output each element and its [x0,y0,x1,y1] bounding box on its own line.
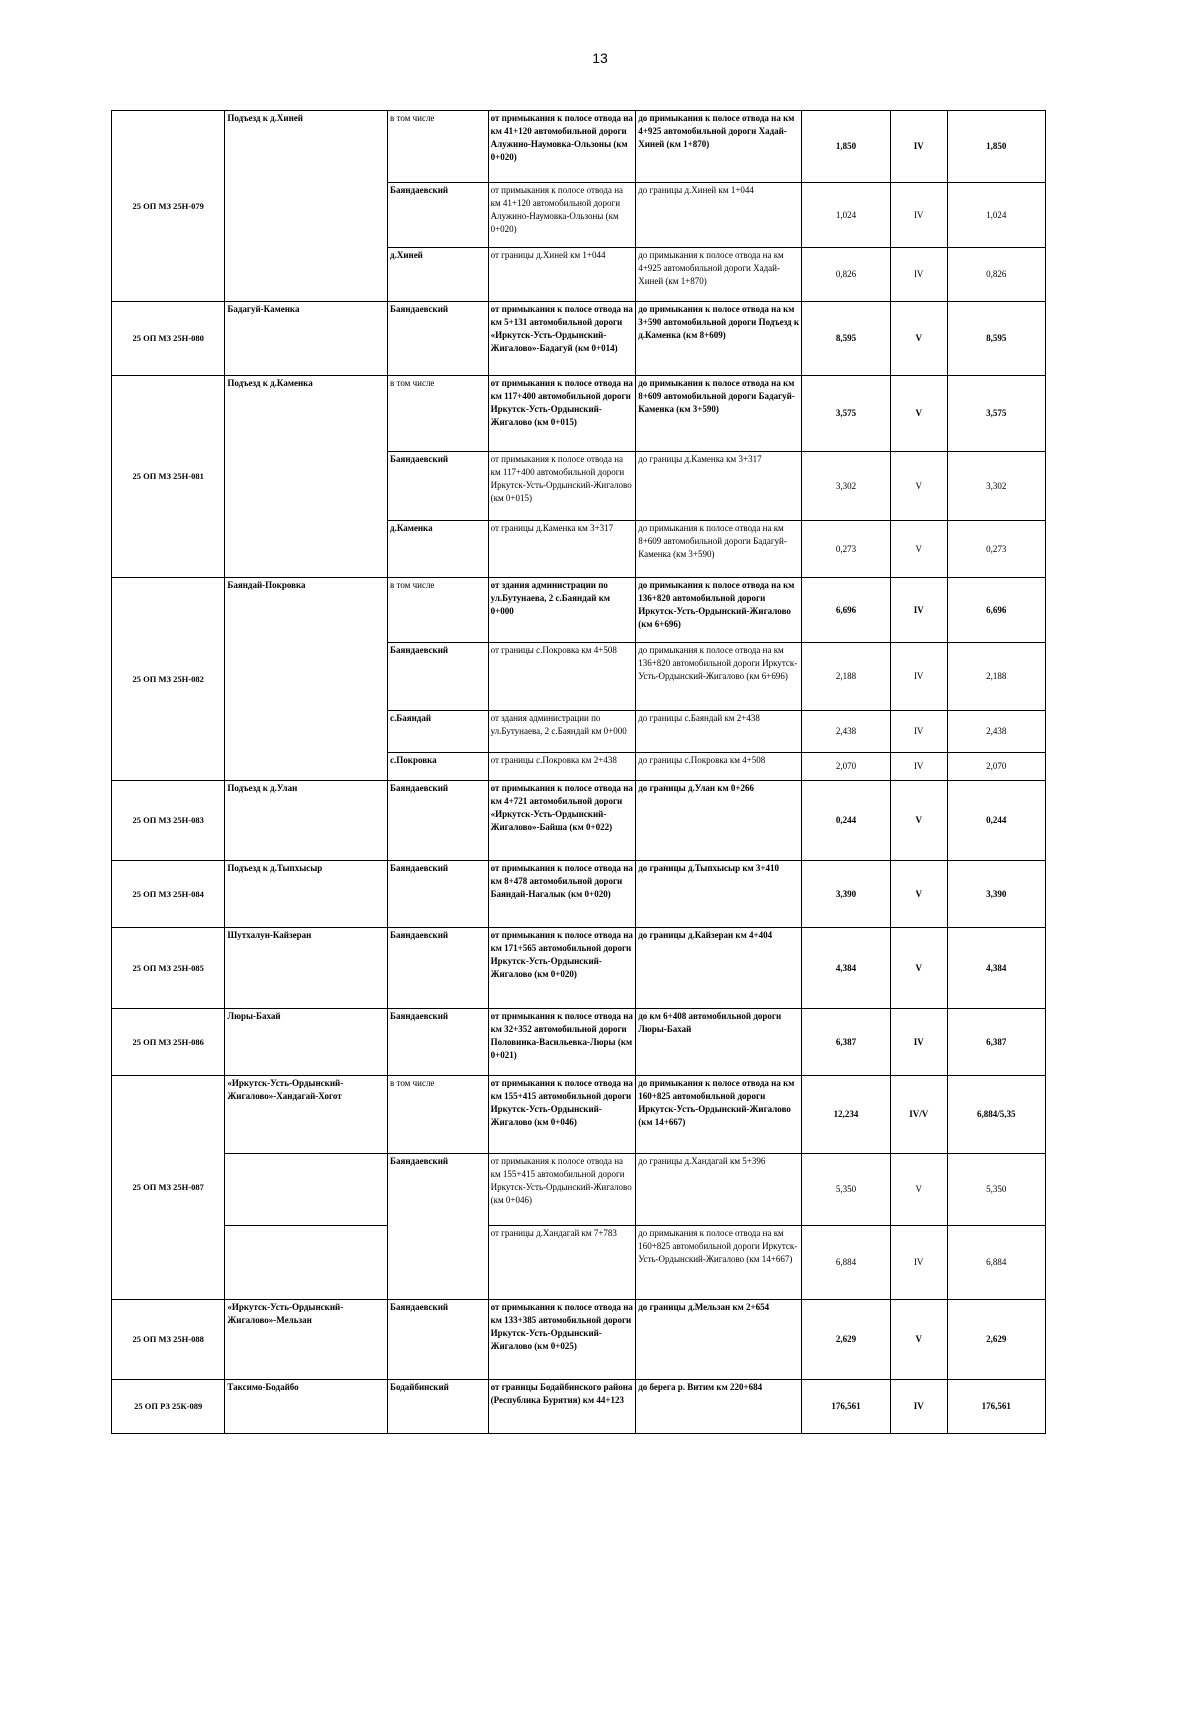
start-point-cell: от границы с.Покровка км 2+438 [488,753,636,781]
district-cell: Баяндаевский [388,1009,489,1076]
paved-length-cell: 2,070 [947,753,1045,781]
end-point-cell: до примыкания к полосе отвода на км 160+825 автомобильной дороги Иркутск-Усть-Ордынский-Жигалово (км 14+667) [636,1226,802,1300]
length-cell: 2,188 [802,643,891,711]
category-cell: V [890,861,947,928]
table-row [112,928,1046,1009]
category-cell: V [890,781,947,861]
road-code-cell: 25 ОП МЗ 25Н-084 [112,861,225,928]
paved-length-cell: 8,595 [947,302,1045,376]
paved-length-cell: 1,024 [947,183,1045,248]
end-point-cell: до границы д.Мельзан км 2+654 [636,1300,802,1380]
road-name-cell [225,1154,388,1226]
end-point-cell: до границы с.Баяндай км 2+438 [636,711,802,753]
length-cell: 3,302 [802,452,891,521]
category-cell: V [890,302,947,376]
category-cell: IV [890,578,947,643]
paved-length-cell: 5,350 [947,1154,1045,1226]
table-row [112,1009,1046,1076]
road-name-cell: Бадагуй-Каменка [225,302,388,376]
paved-length-cell: 2,629 [947,1300,1045,1380]
paved-length-cell: 3,302 [947,452,1045,521]
paved-length-cell: 1,850 [947,111,1045,183]
end-point-cell: до примыкания к полосе отвода на км 3+590 автомобильной дороги Подъезд к д.Каменка (км 8+609) [636,302,802,376]
length-cell: 0,244 [802,781,891,861]
paved-length-cell: 2,188 [947,643,1045,711]
category-cell: IV [890,111,947,183]
paved-length-cell: 0,244 [947,781,1045,861]
paved-length-cell: 3,390 [947,861,1045,928]
district-cell: Баяндаевский [388,928,489,1009]
road-name-cell: Подъезд к д.Каменка [225,376,388,578]
length-cell: 176,561 [802,1380,891,1434]
category-cell: IV [890,248,947,302]
paved-length-cell: 6,884 [947,1226,1045,1300]
paved-length-cell: 4,384 [947,928,1045,1009]
district-cell: Баяндаевский [388,643,489,711]
category-cell: IV [890,643,947,711]
district-cell: Баяндаевский [388,183,489,248]
start-point-cell: от здания администрации по ул.Бутунаева, 2 с.Баяндай км 0+000 [488,578,636,643]
road-code-cell: 25 ОП МЗ 25Н-083 [112,781,225,861]
paved-length-cell: 2,438 [947,711,1045,753]
district-cell: в том числе [388,111,489,183]
start-point-cell: от границы д.Хандагай км 7+783 [488,1226,636,1300]
district-cell: в том числе [388,578,489,643]
category-cell: IV [890,711,947,753]
start-point-cell: от примыкания к полосе отвода на км 117+400 автомобильной дороги Иркутск-Усть-Ордынский-Жигалово (км 0+015) [488,376,636,452]
end-point-cell: до границы д.Хандагай км 5+396 [636,1154,802,1226]
road-name-cell: «Иркутск-Усть-Ордынский-Жигалово»-Мельзан [225,1300,388,1380]
start-point-cell: от примыкания к полосе отвода на км 133+385 автомобильной дороги Иркутск-Усть-Ордынский-Жигалово (км 0+025) [488,1300,636,1380]
district-cell: Баяндаевский [388,1154,489,1300]
length-cell: 8,595 [802,302,891,376]
start-point-cell: от границы д.Хиней км 1+044 [488,248,636,302]
end-point-cell: до границы д.Каменка км 3+317 [636,452,802,521]
page-number: 13 [592,50,608,66]
road-code-cell: 25 ОП МЗ 25Н-087 [112,1076,225,1300]
district-cell: Баяндаевский [388,861,489,928]
length-cell: 6,884 [802,1226,891,1300]
category-cell: IV [890,183,947,248]
road-name-cell: Подъезд к д.Тыпхысыр [225,861,388,928]
district-cell: Баяндаевский [388,781,489,861]
start-point-cell: от примыкания к полосе отвода на км 8+478 автомобильной дороги Баяндай-Нагалык (км 0+020) [488,861,636,928]
end-point-cell: до примыкания к полосе отвода на км 160+825 автомобильной дороги Иркутск-Усть-Ордынский-Жигалово (км 14+667) [636,1076,802,1154]
end-point-cell: до примыкания к полосе отвода на км 136+820 автомобильной дороги Иркутск-Усть-Ордынский-Жигалово (км 6+696) [636,643,802,711]
start-point-cell: от примыкания к полосе отвода на км 155+415 автомобильной дороги Иркутск-Усть-Ордынский-Жигалово (км 0+046) [488,1154,636,1226]
length-cell: 2,629 [802,1300,891,1380]
length-cell: 2,438 [802,711,891,753]
road-code-cell: 25 ОП МЗ 25Н-085 [112,928,225,1009]
table-row [112,861,1046,928]
category-cell: V [890,452,947,521]
road-name-cell: Люры-Бахай [225,1009,388,1076]
table-row [112,1380,1046,1434]
end-point-cell: до границы с.Покровка км 4+508 [636,753,802,781]
paved-length-cell: 0,826 [947,248,1045,302]
table-row [112,781,1046,861]
table-row [112,1226,1046,1300]
table-row [112,111,1046,183]
category-cell: V [890,376,947,452]
road-name-cell: Баяндай-Покровка [225,578,388,781]
category-cell: IV [890,753,947,781]
district-cell: Баяндаевский [388,1300,489,1380]
start-point-cell: от примыкания к полосе отвода на км 32+352 автомобильной дороги Половинка-Васильевка-Люры (км 0+021) [488,1009,636,1076]
road-name-cell: Таксимо-Бодайбо [225,1380,388,1434]
length-cell: 3,390 [802,861,891,928]
start-point-cell: от границы Бодайбинского района (Республика Бурятия) км 44+123 [488,1380,636,1434]
district-cell: с.Покровка [388,753,489,781]
start-point-cell: от примыкания к полосе отвода на км 117+400 автомобильной дороги Иркутск-Усть-Ордынский-Жигалово (км 0+015) [488,452,636,521]
category-cell: V [890,1300,947,1380]
category-cell: V [890,1154,947,1226]
length-cell: 1,850 [802,111,891,183]
end-point-cell: до примыкания к полосе отвода на км 8+609 автомобильной дороги Бадагуй-Каменка (км 3+590) [636,376,802,452]
roads-table [111,110,1046,1434]
length-cell: 2,070 [802,753,891,781]
road-name-cell: Подъезд к д.Хиней [225,111,388,302]
end-point-cell: до примыкания к полосе отвода на км 8+609 автомобильной дороги Бадагуй-Каменка (км 3+590) [636,521,802,578]
road-code-cell: 25 ОП МЗ 25Н-080 [112,302,225,376]
start-point-cell: от примыкания к полосе отвода на км 41+120 автомобильной дороги Алужино-Наумовка-Ользоны (км 0+020) [488,183,636,248]
end-point-cell: до примыкания к полосе отвода на км 136+820 автомобильной дороги Иркутск-Усть-Ордынский-Жигалово (км 6+696) [636,578,802,643]
road-name-cell: «Иркутск-Усть-Ордынский-Жигалово»-Хандагай-Хогот [225,1076,388,1154]
length-cell: 5,350 [802,1154,891,1226]
end-point-cell: до км 6+408 автомобильной дороги Люры-Бахай [636,1009,802,1076]
length-cell: 6,696 [802,578,891,643]
start-point-cell: от здания администрации по ул.Бутунаева, 2 с.Баяндай км 0+000 [488,711,636,753]
category-cell: IV/V [890,1076,947,1154]
road-name-cell [225,1226,388,1300]
start-point-cell: от примыкания к полосе отвода на км 4+721 автомобильной дороги «Иркутск-Усть-Ордынский-Жигалово»-Байша (км 0+022) [488,781,636,861]
table-row [112,1300,1046,1380]
paved-length-cell: 6,696 [947,578,1045,643]
table-row [112,376,1046,452]
length-cell: 0,826 [802,248,891,302]
start-point-cell: от примыкания к полосе отвода на км 5+131 автомобильной дороги «Иркутск-Усть-Ордынский-Жигалово»-Бадагуй (км 0+014) [488,302,636,376]
table-row [112,1154,1046,1226]
start-point-cell: от примыкания к полосе отвода на км 41+120 автомобильной дороги Алужино-Наумовка-Ользоны (км 0+020) [488,111,636,183]
paved-length-cell: 0,273 [947,521,1045,578]
start-point-cell: от границы д.Каменка км 3+317 [488,521,636,578]
road-code-cell: 25 ОП МЗ 25Н-088 [112,1300,225,1380]
category-cell: IV [890,1380,947,1434]
district-cell: с.Баяндай [388,711,489,753]
road-name-cell: Подъезд к д.Улан [225,781,388,861]
district-cell: в том числе [388,376,489,452]
district-cell: д.Каменка [388,521,489,578]
district-cell: в том числе [388,1076,489,1154]
length-cell: 12,234 [802,1076,891,1154]
road-name-cell: Шутхалун-Кайзеран [225,928,388,1009]
table-row [112,578,1046,643]
table-row [112,1076,1046,1154]
category-cell: V [890,521,947,578]
start-point-cell: от примыкания к полосе отвода на км 155+415 автомобильной дороги Иркутск-Усть-Ордынский-Жигалово (км 0+046) [488,1076,636,1154]
category-cell: V [890,928,947,1009]
district-cell: д.Хиней [388,248,489,302]
road-code-cell: 25 ОП МЗ 25Н-086 [112,1009,225,1076]
paved-length-cell: 6,387 [947,1009,1045,1076]
paved-length-cell: 6,884/5,35 [947,1076,1045,1154]
table-row [112,302,1046,376]
length-cell: 3,575 [802,376,891,452]
paved-length-cell: 3,575 [947,376,1045,452]
district-cell: Баяндаевский [388,302,489,376]
paved-length-cell: 176,561 [947,1380,1045,1434]
category-cell: IV [890,1226,947,1300]
length-cell: 4,384 [802,928,891,1009]
road-code-cell: 25 ОП МЗ 25Н-081 [112,376,225,578]
end-point-cell: до границы д.Улан км 0+266 [636,781,802,861]
end-point-cell: до границы д.Кайзеран км 4+404 [636,928,802,1009]
length-cell: 6,387 [802,1009,891,1076]
end-point-cell: до границы д.Тыпхысыр км 3+410 [636,861,802,928]
roads-table-body [112,111,1046,1434]
category-cell: IV [890,1009,947,1076]
end-point-cell: до границы д.Хиней км 1+044 [636,183,802,248]
length-cell: 1,024 [802,183,891,248]
start-point-cell: от примыкания к полосе отвода на км 171+565 автомобильной дороги Иркутск-Усть-Ордынский-Жигалово (км 0+020) [488,928,636,1009]
district-cell: Бодайбинский [388,1380,489,1434]
road-code-cell: 25 ОП РЗ 25К-089 [112,1380,225,1434]
road-code-cell: 25 ОП МЗ 25Н-079 [112,111,225,302]
length-cell: 0,273 [802,521,891,578]
end-point-cell: до примыкания к полосе отвода на км 4+925 автомобильной дороги Хадай-Хиней (км 1+870) [636,111,802,183]
end-point-cell: до берега р. Витим км 220+684 [636,1380,802,1434]
road-code-cell: 25 ОП МЗ 25Н-082 [112,578,225,781]
district-cell: Баяндаевский [388,452,489,521]
end-point-cell: до примыкания к полосе отвода на км 4+925 автомобильной дороги Хадай-Хиней (км 1+870) [636,248,802,302]
start-point-cell: от границы с.Покровка км 4+508 [488,643,636,711]
